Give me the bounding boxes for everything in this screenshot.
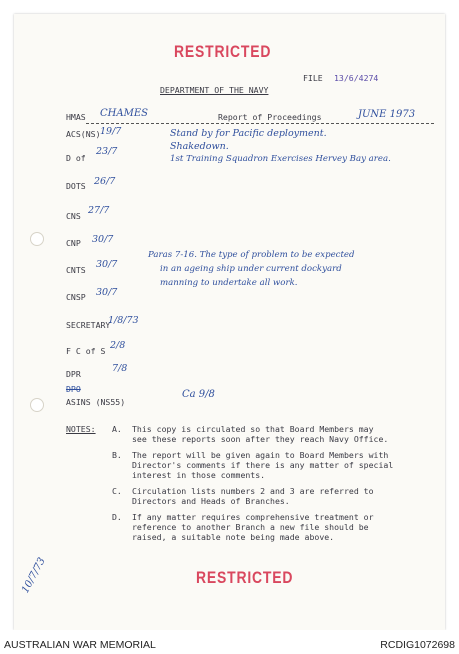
archive-footer (0, 630, 459, 654)
routing-label-cnts: CNTS (66, 265, 86, 275)
note-a-letter: A. (112, 424, 122, 434)
remark-line-1: Stand by for Pacific deployment. (170, 128, 327, 139)
note-d-letter: D. (112, 512, 122, 522)
routing-initial-asins: Ca 9/8 (182, 389, 215, 400)
routing-label-fcos: F C of S (66, 346, 106, 356)
remark-line-2: Shakedown. (170, 141, 229, 152)
routing-initial-cnts: 30/7 (96, 259, 118, 270)
note-a-line: see these reports soon after they reach Navy Office. (132, 434, 389, 444)
note-d-line: raised, a suitable note being made above. (132, 532, 335, 542)
routing-initial-cnsp: 30/7 (96, 287, 118, 298)
department-heading: DEPARTMENT OF THE NAVY (160, 85, 269, 95)
note-b-letter: B. (112, 450, 122, 460)
punch-hole (30, 232, 44, 246)
hmas-label: HMAS (66, 112, 86, 122)
routing-initial-cns: 27/7 (88, 205, 110, 216)
routing-label-dpr: DPR (66, 369, 81, 379)
note-b-line: interest in those comments. (132, 470, 266, 480)
notes-heading: NOTES: (66, 424, 96, 434)
note-c-line: Directors and Heads of Branches. (132, 496, 290, 506)
remark-line-3: 1st Training Squadron Exercises Hervey Bay area. (170, 154, 391, 164)
routing-initial-fcos: 2/8 (110, 340, 126, 351)
note-a-line: This copy is circulated so that Board Members may (132, 424, 374, 434)
remark-line-4: Paras 7-16. The type of problem to be expected (148, 250, 355, 260)
note-c-line: Circulation lists numbers 2 and 3 are referred to (132, 486, 374, 496)
header-rule (86, 123, 434, 124)
routing-label-cnp: CNP (66, 238, 81, 248)
file-number: 13/6/4274 (334, 73, 379, 83)
report-period: JUNE 1973 (358, 109, 416, 120)
routing-label-acs: ACS(NS) (66, 129, 101, 139)
routing-initial-acs: 19/7 (100, 126, 122, 137)
footer-source: AUSTRALIAN WAR MEMORIAL (4, 639, 156, 651)
routing-initial-dots: 26/7 (94, 176, 116, 187)
ship-name: CHAMES (100, 108, 148, 119)
routing-initial-d-of: 23/7 (96, 146, 118, 157)
routing-initial-secretary: 1/8/73 (108, 315, 139, 326)
report-title: Report of Proceedings (218, 112, 322, 122)
file-label: FILE (303, 73, 323, 83)
note-d-line: reference to another Branch a new file should be (132, 522, 369, 532)
remark-line-6: manning to undertake all work. (160, 278, 298, 288)
routing-label-d-of: D of (66, 153, 86, 163)
restricted-stamp-bottom: RESTRICTED (196, 568, 294, 587)
margin-annotation: 10/7/73 (20, 555, 48, 596)
note-d-line: If any matter requires comprehensive treatment or (132, 512, 374, 522)
routing-label-cnsp: CNSP (66, 292, 86, 302)
routing-label-cns: CNS (66, 211, 81, 221)
footer-record-id: RCDIG1072698 (380, 639, 455, 651)
routing-initial-dpr: 7/8 (112, 363, 128, 374)
note-c-letter: C. (112, 486, 122, 496)
remark-line-5: in an ageing ship under current dockyard (160, 264, 342, 274)
note-b-line: Director's comments if there is any matter of special (132, 460, 394, 470)
routing-initial-cnp: 30/7 (92, 234, 114, 245)
note-b-line: The report will be given again to Board Members with (132, 450, 389, 460)
routing-label-dots: DOTS (66, 181, 86, 191)
routing-label-asins: ASINS (NS55) (66, 397, 126, 407)
restricted-stamp-top: RESTRICTED (174, 42, 272, 61)
routing-label-dpo: DPO (66, 384, 81, 394)
punch-hole (30, 398, 44, 412)
routing-label-secretary: SECRETARY (66, 320, 111, 330)
